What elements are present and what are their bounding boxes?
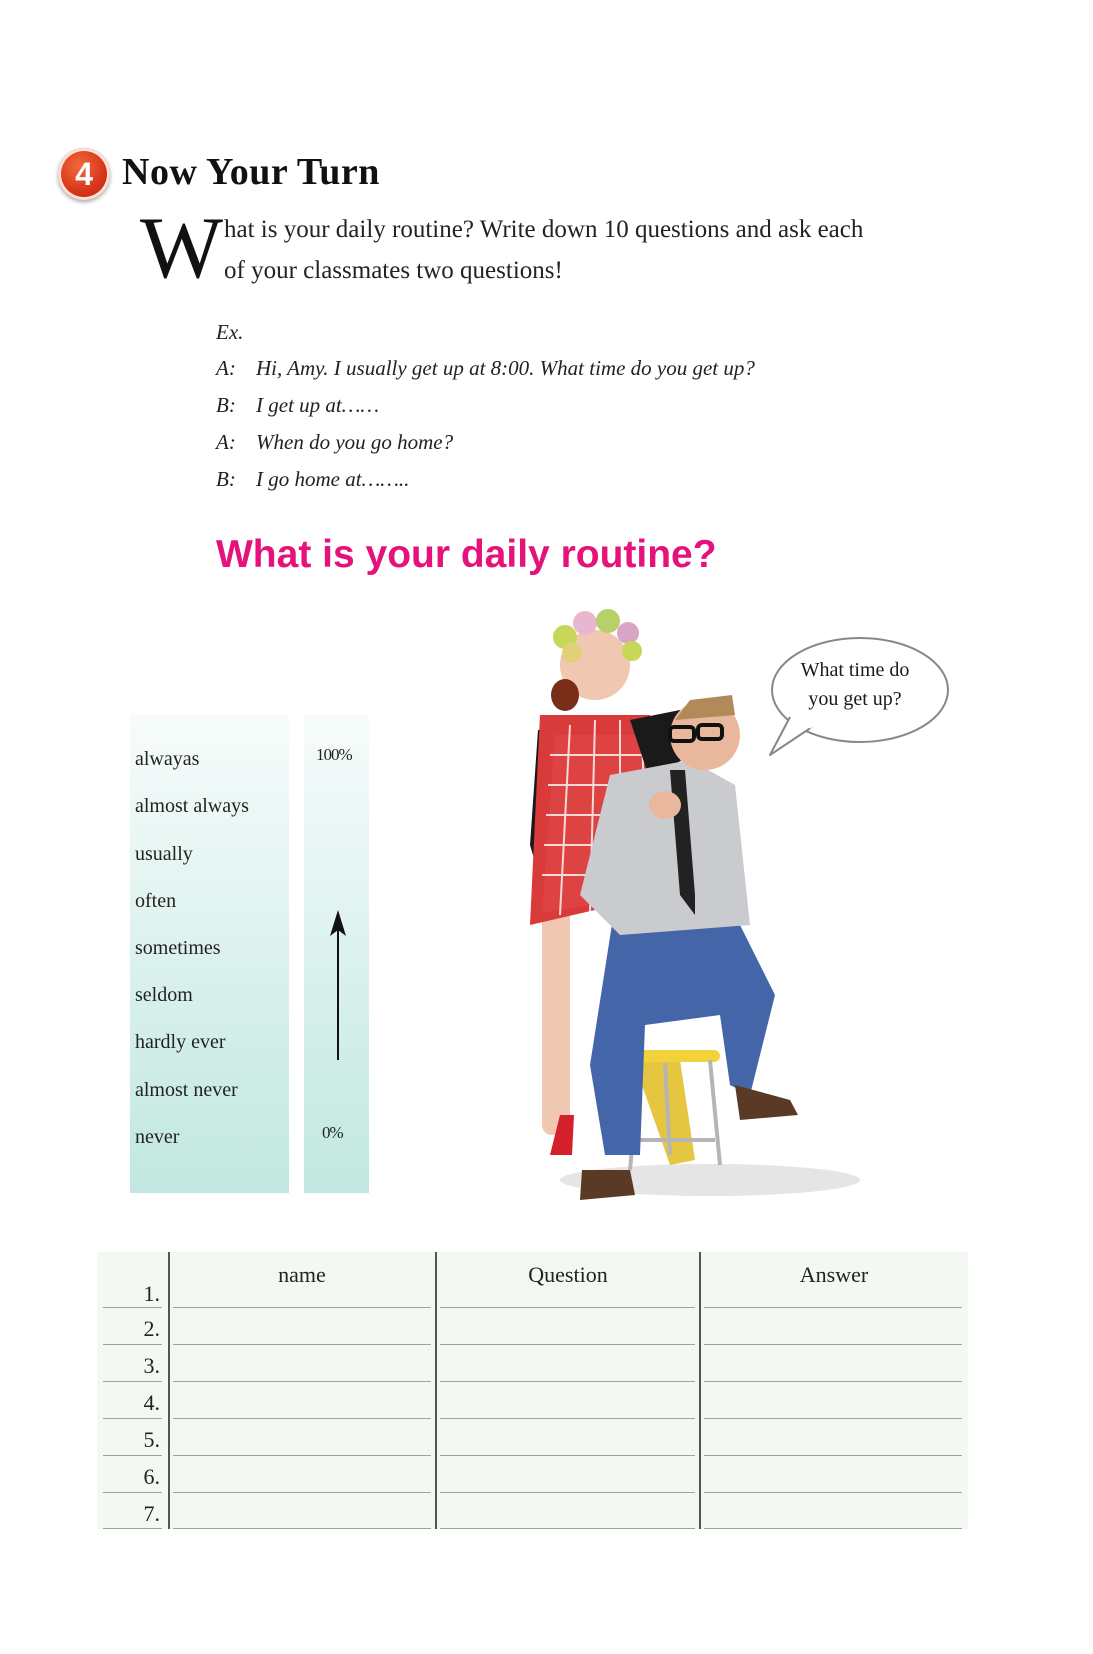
row-number: 5. <box>143 1427 160 1452</box>
row-line <box>440 1381 695 1382</box>
row-line <box>103 1418 162 1419</box>
column-divider <box>435 1252 437 1529</box>
example-label: Ex. <box>216 320 244 344</box>
row-line <box>440 1528 695 1529</box>
percent-top-label: 100% <box>316 745 352 764</box>
frequency-word: seldom <box>135 984 193 1006</box>
up-arrow-icon <box>318 910 358 1065</box>
dialogue-text: I get up at…… <box>256 393 380 417</box>
row-number: 2. <box>143 1316 160 1341</box>
speaker-label: A: <box>216 356 236 380</box>
frequency-word: hardly ever <box>135 1031 226 1053</box>
routine-heading: What is your daily routine? <box>216 533 717 576</box>
section-title: Now Your Turn <box>122 151 380 193</box>
row-number: 1. <box>143 1281 160 1306</box>
row-line <box>103 1307 162 1308</box>
frequency-word: alwayas <box>135 748 200 770</box>
speaker-label: B: <box>216 467 236 491</box>
instruction-line-1: hat is your daily routine? Write down 10 questions and ask each <box>224 216 864 243</box>
row-line <box>704 1307 962 1308</box>
row-line <box>103 1344 162 1345</box>
row-line <box>440 1344 695 1345</box>
example-line <box>216 393 379 418</box>
speaker-label: A: <box>216 430 236 454</box>
row-line <box>173 1528 431 1529</box>
survey-table <box>97 1252 968 1529</box>
dialogue-text: When do you go home? <box>256 430 454 454</box>
section-number-badge: 4 <box>58 148 110 200</box>
row-line <box>173 1492 431 1493</box>
row-number: 7. <box>143 1501 160 1526</box>
row-line <box>704 1492 962 1493</box>
speech-line-1: What time do <box>800 659 910 681</box>
frequency-word: almost never <box>135 1079 238 1101</box>
column-header-question: Question <box>528 1262 608 1287</box>
example-line <box>216 356 755 381</box>
row-line <box>173 1307 431 1308</box>
frequency-word: usually <box>135 843 193 865</box>
row-line <box>440 1492 695 1493</box>
example-line <box>216 467 409 492</box>
column-header-answer: Answer <box>799 1262 869 1287</box>
row-line <box>173 1381 431 1382</box>
row-number: 4. <box>143 1390 160 1415</box>
row-line <box>440 1455 695 1456</box>
row-line <box>704 1418 962 1419</box>
speaker-label: B: <box>216 393 236 417</box>
example-line <box>216 430 453 455</box>
column-header-name: name <box>278 1262 326 1287</box>
frequency-word: often <box>135 890 177 912</box>
dialogue-text: I go home at…….. <box>256 467 410 491</box>
speech-line-2: you get up? <box>808 688 902 710</box>
frequency-word: never <box>135 1126 180 1148</box>
row-number: 6. <box>143 1464 160 1489</box>
row-line <box>440 1418 695 1419</box>
frequency-word: almost always <box>135 795 249 817</box>
row-line <box>704 1381 962 1382</box>
row-line <box>103 1492 162 1493</box>
row-line <box>704 1528 962 1529</box>
row-line <box>103 1455 162 1456</box>
row-number: 3. <box>143 1353 160 1378</box>
row-line <box>173 1418 431 1419</box>
row-line <box>103 1528 162 1529</box>
row-line <box>103 1381 162 1382</box>
column-divider <box>168 1252 170 1529</box>
frequency-word: sometimes <box>135 937 221 959</box>
speech-bubble-text <box>790 656 920 714</box>
column-divider <box>699 1252 701 1529</box>
row-line <box>440 1307 695 1308</box>
percent-bottom-label: 0% <box>322 1123 343 1142</box>
row-line <box>173 1455 431 1456</box>
row-line <box>704 1455 962 1456</box>
row-line <box>704 1344 962 1345</box>
row-line <box>173 1344 431 1345</box>
dialogue-text: Hi, Amy. I usually get up at 8:00. What time do you get up? <box>256 356 755 380</box>
instruction-line-2: of your classmates two questions! <box>224 257 563 284</box>
drop-cap: W <box>140 200 224 297</box>
